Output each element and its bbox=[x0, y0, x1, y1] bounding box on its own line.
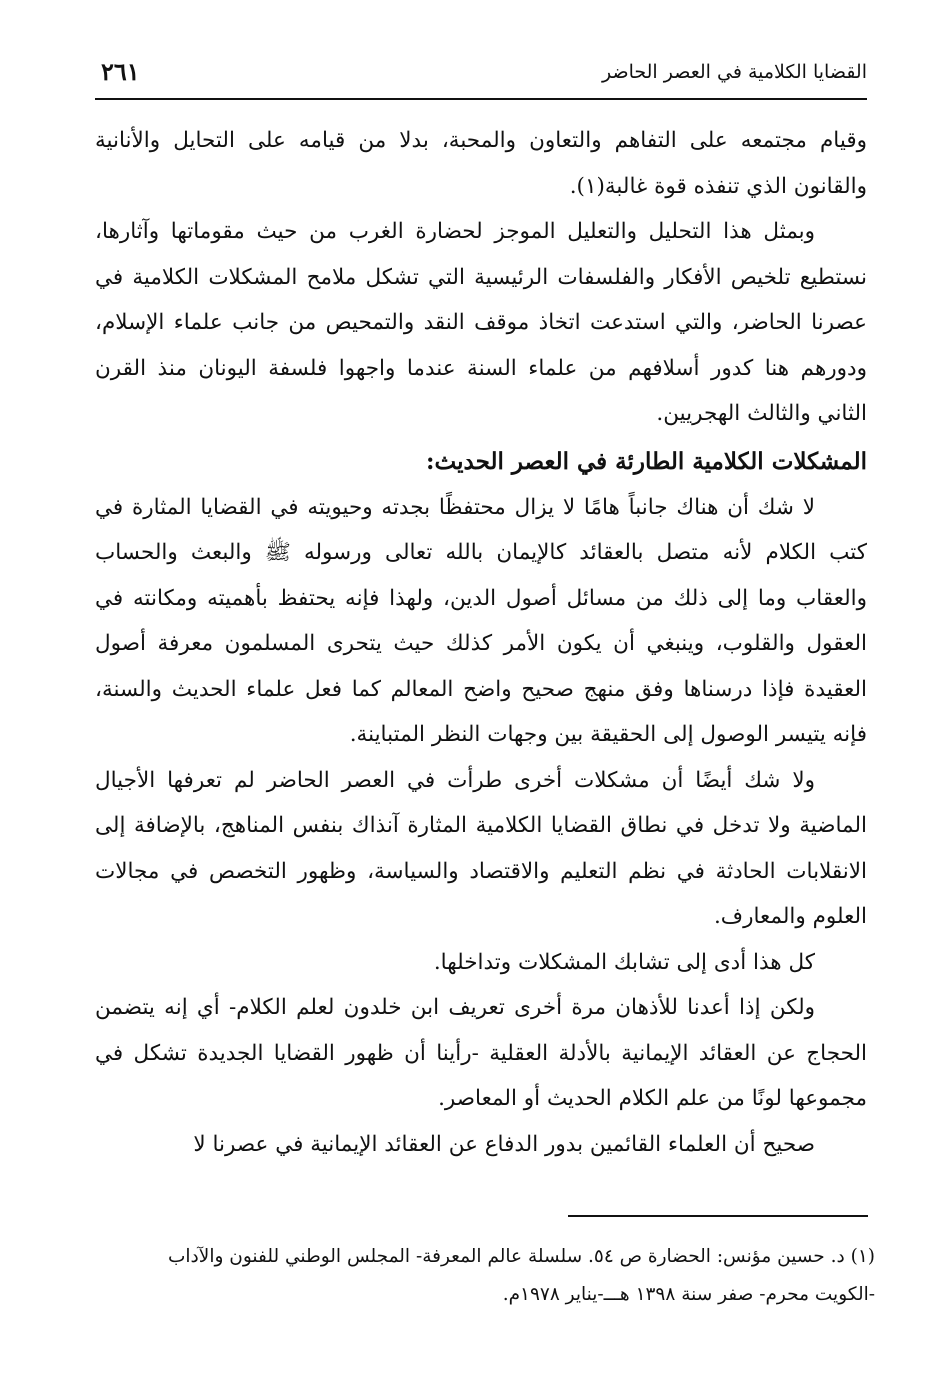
paragraph-1: وقيام مجتمعه على التفاهم والتعاون والمحبة، بدلا من قيامه على التحايل والأنانية والقانون الذي تنفذه قوة غالبة(١). bbox=[95, 128, 867, 199]
paragraph-6: ولكن إذا أعدنا للأذهان مرة أخرى تعريف ابن خلدون لعلم الكلام- أي إنه يتضمن الحجاج عن العقائد الإيمانية بالأدلة العقلية -رأينا أن ظهور القضايا الجديدة تشكل في مجموعها لونًا من علم الكلام الحديث أو المعاصر. bbox=[95, 995, 867, 1111]
body-text bbox=[95, 118, 867, 1167]
paragraph-2: وبمثل هذا التحليل والتعليل الموجز لحضارة الغرب من حيث مقوماتها وآثارها، نستطيع تلخيص الأفكار والفلسفات الرئيسية التي تشكل ملامح المشكلات الكلامية في عصرنا الحاضر، والتي استدعت اتخاذ موقف النقد والتمحيص من جانب علماء الإسلام، ودورهم هنا كدور أسلافهم من علماء السنة عندما واجهوا فلسفة اليونان منذ القرن الثاني والثالث الهجريين. bbox=[95, 219, 867, 426]
header-rule bbox=[95, 98, 867, 100]
paragraph-7: صحيح أن العلماء القائمين بدور الدفاع عن العقائد الإيمانية في عصرنا لا bbox=[193, 1131, 815, 1157]
section-heading: المشكلات الكلامية الطارئة في العصر الحديث: bbox=[426, 447, 867, 475]
paragraph-3: لا شك أن هناك جانباً هامًا لا يزال محتفظًا بجدته وحيويته في القضايا المثارة في كتب الكلام لأنه متصل بالعقائد كالإيمان بالله تعالى ورسوله ﷺ والبعث والحساب والعقاب وما إلى ذلك من مسائل أصول الدين، ولهذا فإنه يحتفظ بأهميته ومكانته في العقول والقلوب، وينبغي أن يكون الأمر كذلك حيث يتحرى المسلمون معرفة أصول العقيدة فإذا درسناها وفق منهج صحيح واضح المعالم كما فعل علماء الحديث والسنة، فإنه يتيسر الوصول إلى الحقيقة بين وجهات النظر المتباينة. bbox=[95, 494, 867, 747]
paragraph-5: كل هذا أدى إلى تشابك المشكلات وتداخلها. bbox=[433, 949, 815, 975]
footnotes bbox=[95, 1238, 875, 1314]
running-title: القضايا الكلامية في العصر الحاضر bbox=[601, 61, 867, 83]
page-header bbox=[95, 55, 867, 97]
paragraph-4: ولا شك أيضًا أن مشكلات أخرى طرأت في العصر الحاضر لم تعرفها الأجيال الماضية ولا تدخل في نطاق القضايا الكلامية المثارة آنذاك بنفس المناهج، بالإضافة إلى الانقلابات الحادثة في نظم التعليم والاقتصاد والسياسة، وظهور التخصص في مجالات العلوم والمعارف. bbox=[95, 767, 867, 929]
footnote-line-2: -الكويت محرم- صفر سنة ١٣٩٨ هـــ-يناير ١٩٧٨م. bbox=[502, 1284, 875, 1305]
page-number: ٢٦١ bbox=[101, 57, 140, 86]
footnote-line-1: (١) د. حسين مؤنس: الحضارة ص ٥٤. سلسلة عالم المعرفة- المجلس الوطني للفنون والآداب bbox=[167, 1246, 875, 1267]
footnote-rule bbox=[568, 1215, 868, 1217]
